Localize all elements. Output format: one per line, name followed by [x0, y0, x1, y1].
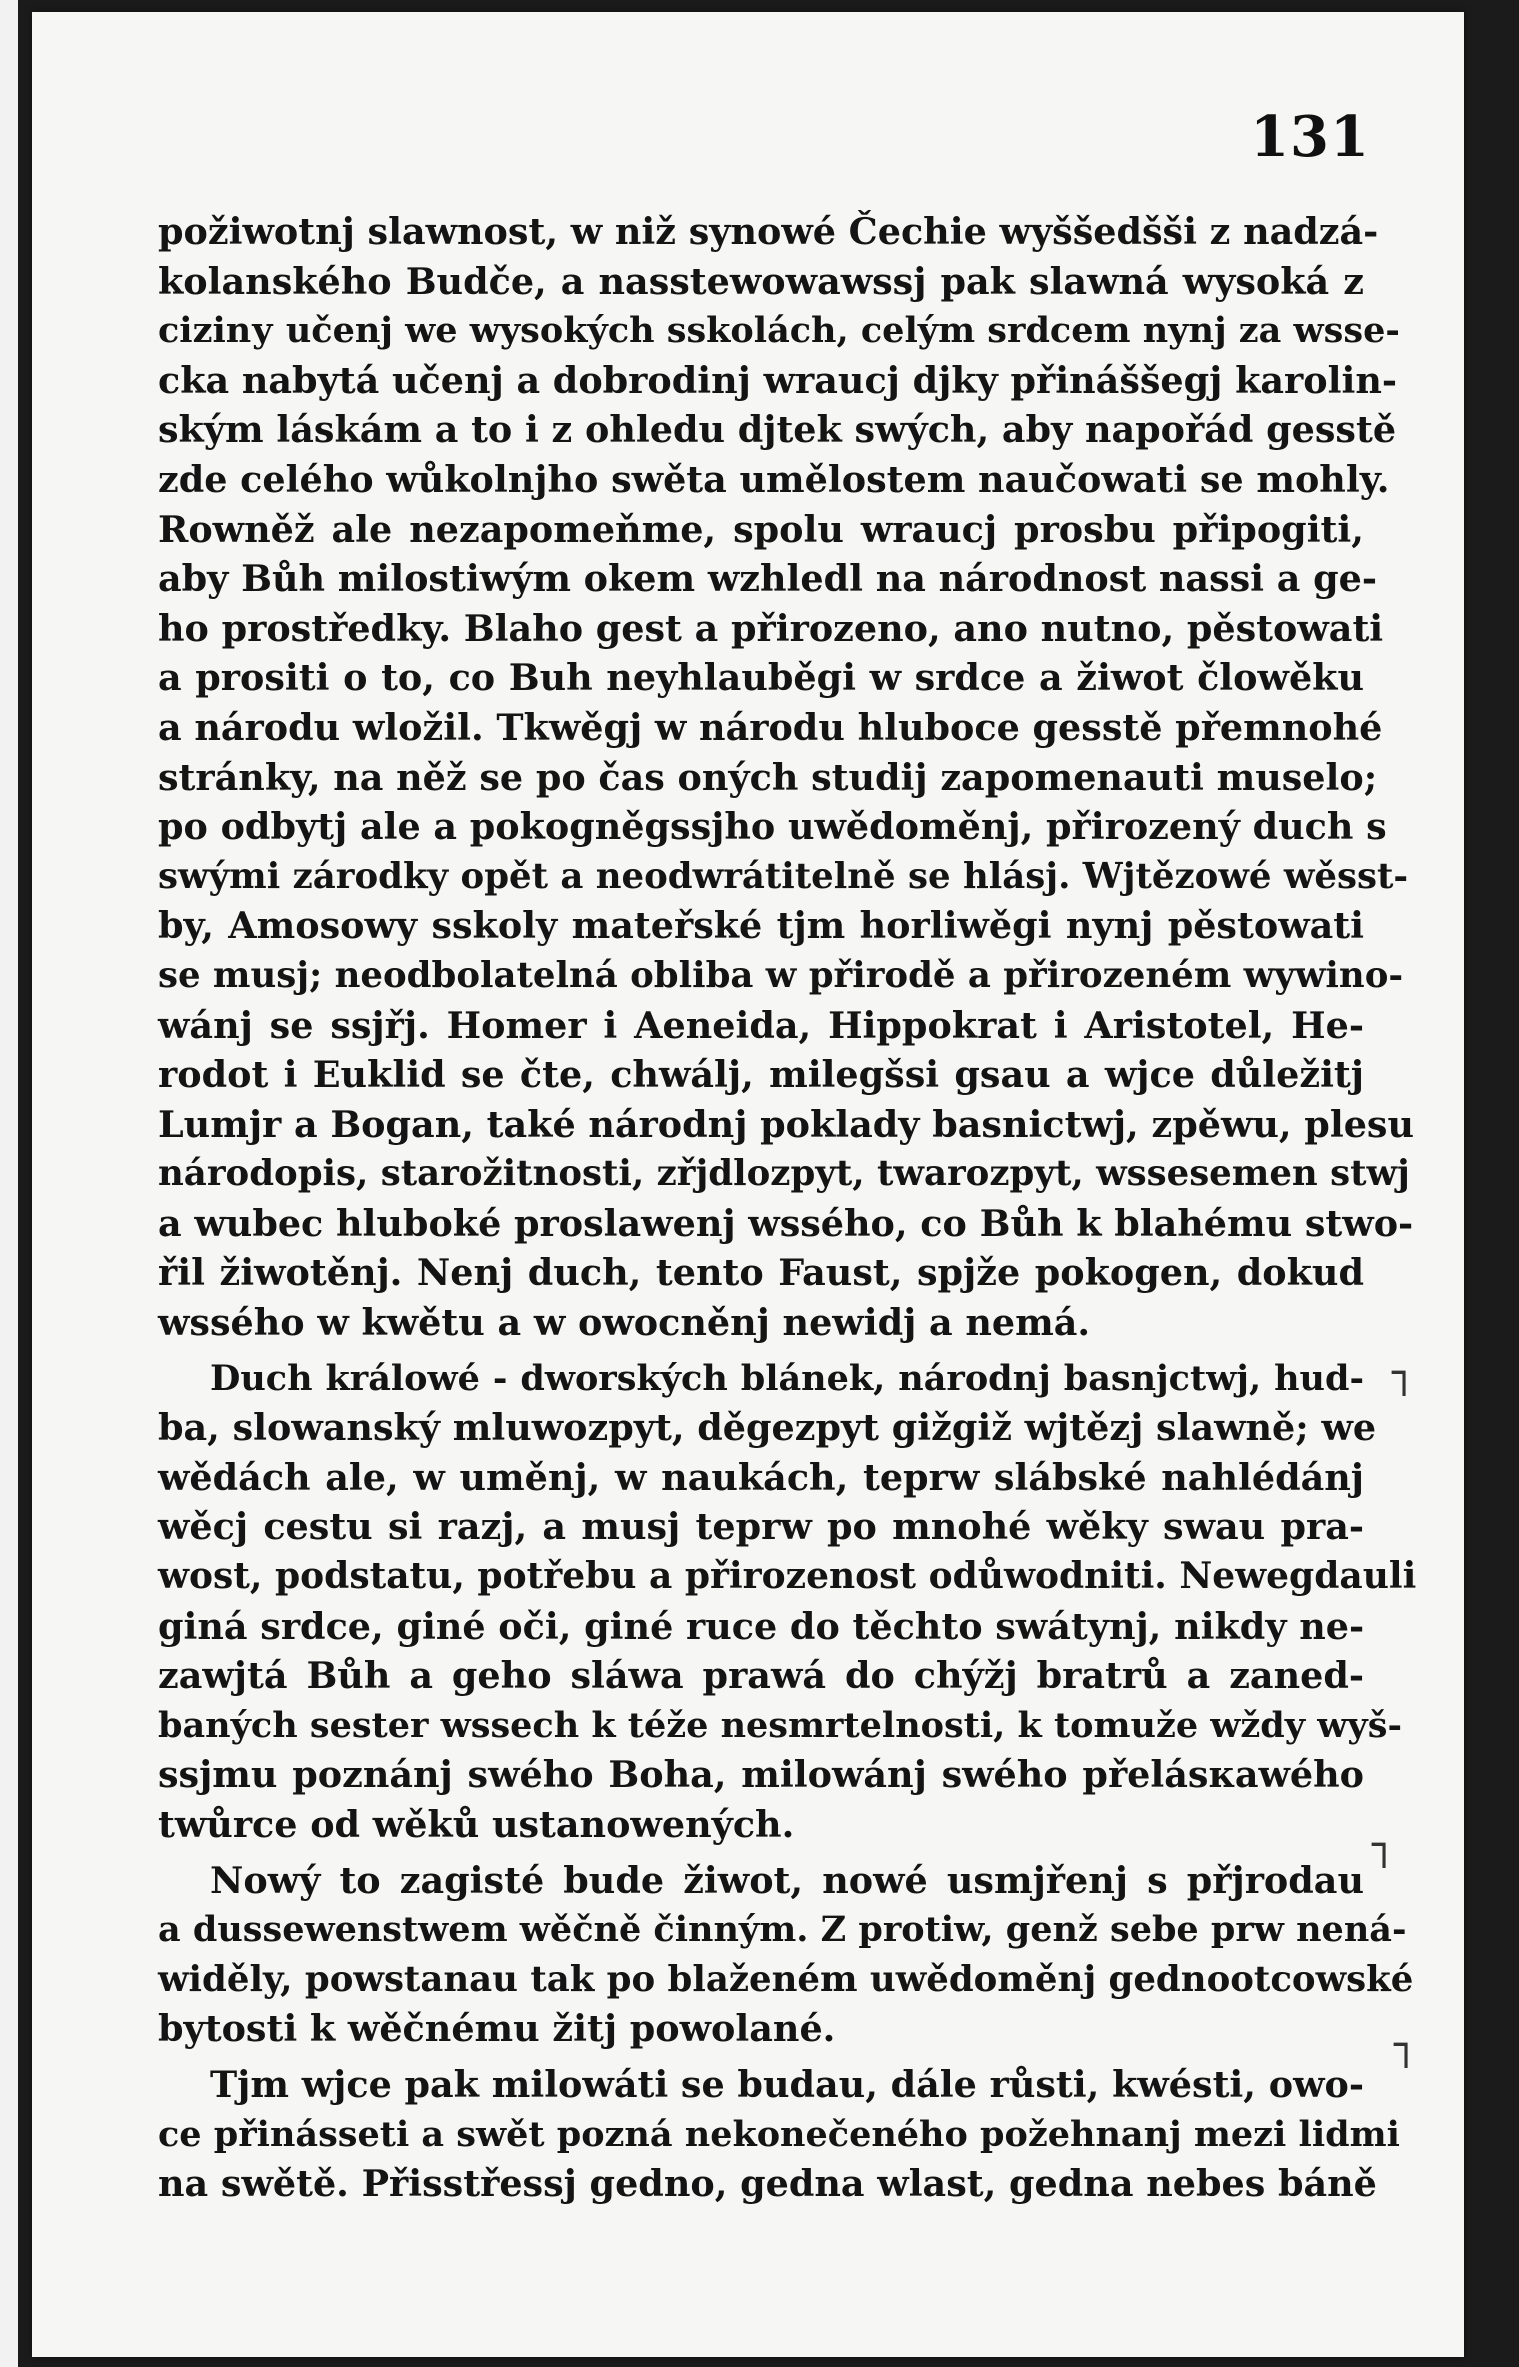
text-line: ho prostředky. Blaho gest a přirozeno, ano nutno, pěstowati [158, 606, 1384, 650]
paragraph [158, 207, 1415, 1348]
page-body [158, 207, 1417, 2209]
text-line: ským láskám a to i z ohledu djtek swých, aby napořád gesstě [158, 408, 1397, 452]
text-line: a dussewenstwem wěčně činným. Z protiw, genž sebe prw nená- [158, 1909, 1407, 1951]
text-line: zde celého wůkolnjho swěta umělostem naučowati se mohly. [158, 457, 1390, 501]
text-line: na swětě. Přisstřessj gedno, gedna wlast, gedna nebes báně [158, 2162, 1377, 2206]
text-line: wost, podstatu, potřebu a přirozenost odůwodniti. Newegdauli [158, 1555, 1417, 1598]
text-line: Tjm wjce pak milowáti se budau, dále růsti, kwésti, owo- [210, 2062, 1364, 2106]
text-line: baných sester wssech k téže nesmrtelnosti, k tomuže wždy wyš- [158, 1704, 1402, 1746]
text-line: po odbytj ale a pokogněgssjho uwědoměnj, přirozený duch s [158, 805, 1387, 849]
text-line: kolanského Budče, a nasstewowawssj pak slawná wysoká z [158, 259, 1364, 303]
text-line: Nowý to zagisté bude žiwot, nowé usmjřenj s přjrodau [210, 1858, 1364, 1902]
margin-mark: ┐ [1372, 1822, 1397, 1868]
text-line: národopis, starožitnosti, zřjdlozpyt, twarozpyt, wssesemen stwj [158, 1153, 1410, 1195]
page-number: 131 [1250, 104, 1370, 170]
book-page [32, 12, 1464, 2357]
text-line: řil žiwotěnj. Nenj duch, tento Faust, spjže pokogen, dokud [158, 1251, 1364, 1295]
text-line: rodot i Euklid se čte, chwálj, milegšsi gsau a wjce důležitj [158, 1053, 1364, 1097]
text-line: twůrce od wěků ustanowených. [158, 1803, 795, 1846]
text-line: a wubec hluboké proslawenj wssého, co Bůh k blahému stwo- [158, 1201, 1414, 1245]
text-line: by, Amosowy sskoly mateřské tjm horliwěgi nynj pěstowati [158, 904, 1364, 948]
text-line: widěly, powstanau tak po blaženém uwědoměnj gednootcowské [158, 1958, 1414, 2000]
text-line: zawjtá Bůh a geho sláwa prawá do chýžj bratrů a zaned- [158, 1654, 1364, 1698]
text-line: cizinу učenj we wysokých sskolách, celým srdcem nynj za wsse- [158, 310, 1400, 352]
text-line: giná srdce, giné oči, giné ruce do těchto swátynj, nikdy ne- [158, 1604, 1365, 1648]
text-line: Lumjr a Bogan, také národnj poklady basnictwj, zpěwu, plesu [158, 1102, 1415, 1146]
text-line: ssjmu poznánj swého Boha, milowánj swého přelásкawého [158, 1753, 1364, 1797]
paragraph [158, 1856, 1414, 2054]
text-line: a prositi o to, co Buh neyhlauběgi w srdce a žiwot člowěku [158, 656, 1364, 700]
text-line: ba, slowanský mluwozpyt, děgezpyt gižgiž wjtězj slawně; we [158, 1406, 1377, 1450]
text-line: swými zárodky opět a neodwrátitelně se hlásj. Wjtězowé wěsst- [158, 855, 1409, 897]
text-line: wěcj cestu si razj, a musj teprw po mnohé wěky swau pra- [158, 1505, 1364, 1549]
text-line: Duch králowé - dworských blánek, národnj basnjctwj, hud- [210, 1357, 1364, 1399]
margin-mark: ┐ [1392, 1350, 1417, 1396]
text-line: požiwotnj slawnost, w niž synowé Čechie wyššedšši z nadzá- [158, 210, 1379, 253]
margin-mark: ┐ [1394, 2022, 1419, 2068]
text-line: stránky, na něž se po čas oných studij zapomenauti muselo; [158, 755, 1378, 799]
scan-edge [0, 0, 18, 2367]
text-line: aby Bůh milostiwým okem wzhledl na národnost nassi a ge- [158, 557, 1377, 601]
text-line: wědách ale, w uměnj, w naukách, teprw slábské nahlédánj [158, 1455, 1364, 1499]
text-line: Rowněž ale nezapomeňme, spolu wraucj prosbu připogiti, [158, 507, 1364, 551]
text-line: wánj se ssjřj. Homer i Aeneida, Hippokrat i Aristotel, He- [158, 1003, 1364, 1047]
text-line: cka nabytá učenj a dobrodinj wraucj djky přináššegj karolin- [158, 358, 1398, 402]
text-line: a národu wložil. Tkwěgj w národu hluboce gesstě přemnohé [158, 705, 1383, 749]
text-line: se musj; neodbolatelná obliba w přirodě a přirozeném wywino- [158, 954, 1404, 996]
text-line: ce přinásseti a swět pozná nekonečeného požehnanj mezi lidmi [158, 2113, 1400, 2155]
text-line: wssého w kwětu a w owocněnj newidj a nemá. [158, 1301, 1091, 1345]
paragraph [158, 2060, 1400, 2209]
paragraph [158, 1354, 1417, 1850]
text-line: bytosti k wěčnému žitj powolané. [158, 2007, 836, 2051]
